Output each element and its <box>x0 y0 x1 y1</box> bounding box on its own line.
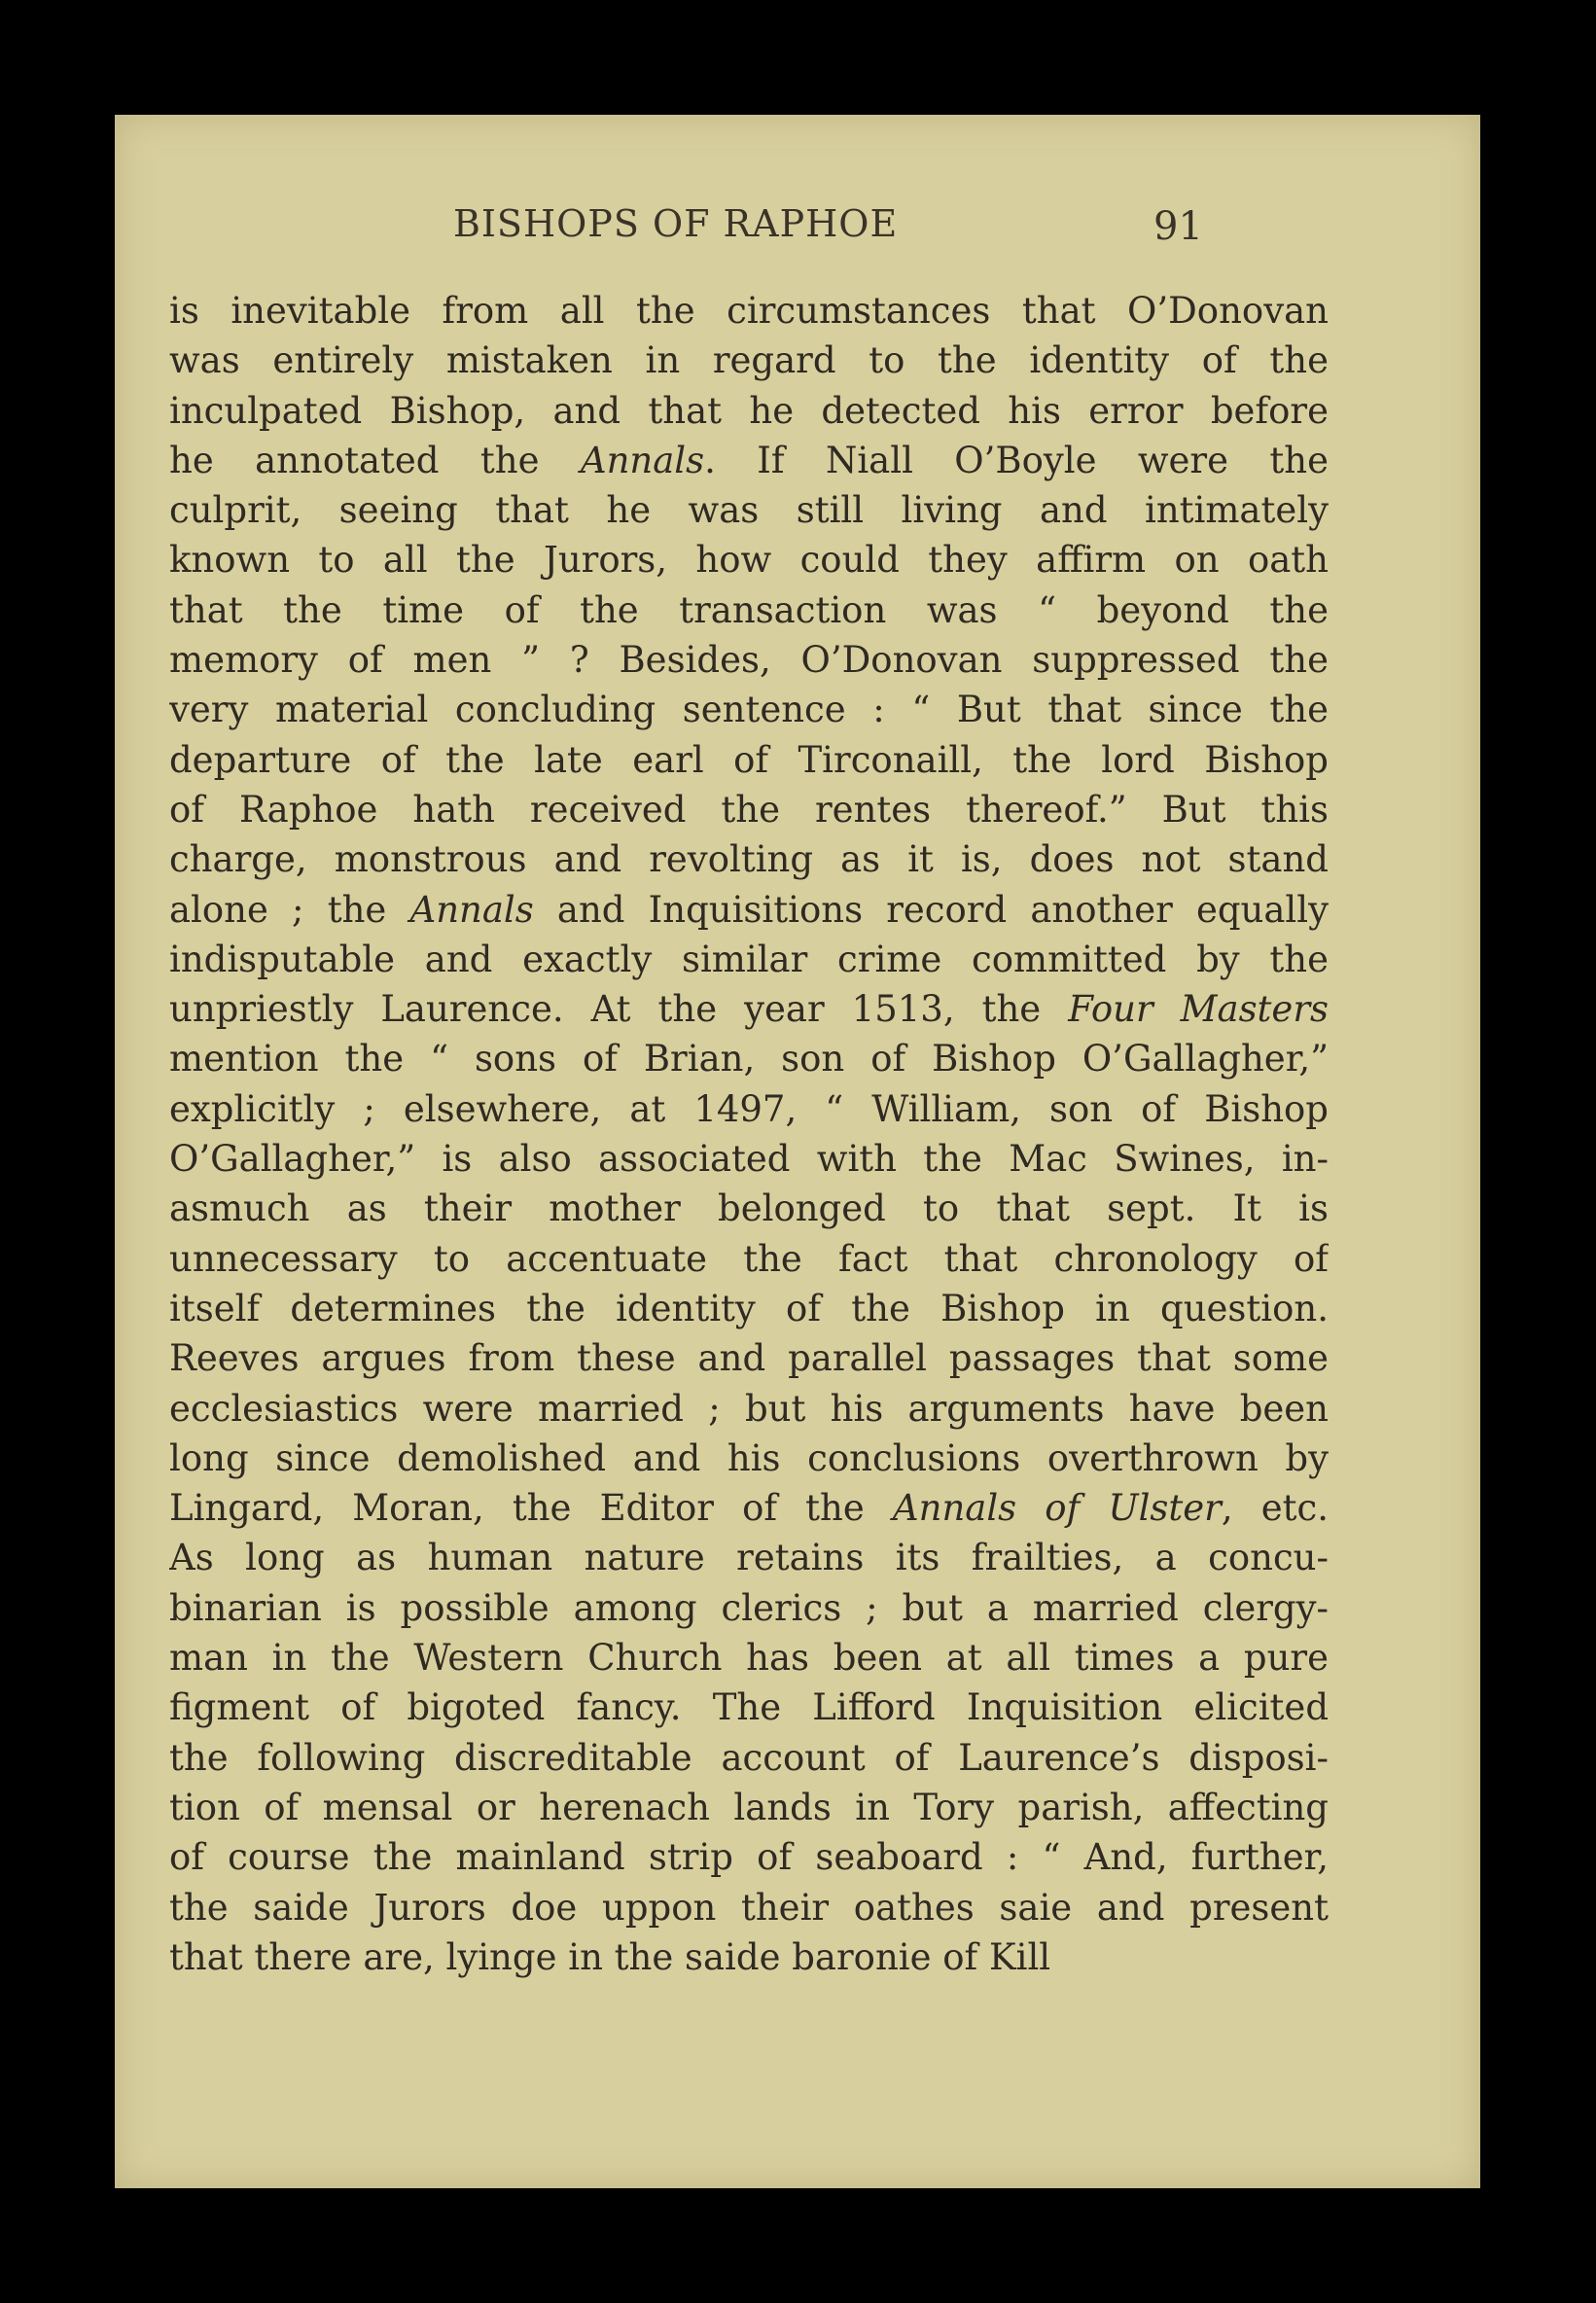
text-line: the following discreditable account of Laurence’s disposi- <box>169 1736 1329 1779</box>
text-line: binarian is possible among clerics ; but a married clergy- <box>169 1586 1329 1629</box>
text-line: that the time of the transaction was “ beyond the <box>169 588 1329 631</box>
text-line: inculpated Bishop, and that he detected his error before <box>169 389 1329 432</box>
text-line: asmuch as their mother belonged to that sept. It is <box>169 1187 1329 1230</box>
text-line: man in the Western Church has been at all times a pure <box>169 1637 1329 1680</box>
text-line: Reeves argues from these and parallel passages that some <box>169 1337 1329 1380</box>
text-line: known to all the Jurors, how could they affirm on oath <box>169 539 1329 582</box>
text-line: O’Gallagher,” is also associated with the Mac Swines, in- <box>169 1138 1329 1181</box>
text-line: very material concluding sentence : “ But that since the <box>169 689 1329 731</box>
text-line: explicitly ; elsewhere, at 1497, “ William, son of Bishop <box>169 1087 1329 1130</box>
text-line: unpriestly Laurence. At the year 1513, the Four Masters <box>169 988 1329 1031</box>
text-line: ecclesiastics were married ; but his arguments have been <box>169 1387 1329 1430</box>
text-line: itself determines the identity of the Bishop in question. <box>169 1287 1329 1329</box>
text-line: long since demolished and his conclusions overthrown by <box>169 1436 1329 1479</box>
text-line: was entirely mistaken in regard to the identity of the <box>169 339 1329 382</box>
text-line: is inevitable from all the circumstances that O’Donovan <box>169 290 1329 332</box>
text-line: tion of mensal or herenach lands in Tory parish, affecting <box>169 1786 1329 1828</box>
page-number: 91 <box>1153 204 1203 249</box>
text-line: indisputable and exactly similar crime committed by the <box>169 938 1329 980</box>
text-line: mention the “ sons of Brian, son of Bishop O’Gallagher,” <box>169 1038 1329 1081</box>
text-line: he annotated the Annals. If Niall O’Boyle were the <box>169 439 1329 481</box>
text-line: of course the mainland strip of seaboard : “ And, further, <box>169 1836 1329 1879</box>
book-page <box>115 115 1480 2188</box>
text-line: the saide Jurors doe uppon their oathes saie and present <box>169 1886 1329 1929</box>
body-text <box>169 286 1329 1982</box>
text-line: unnecessary to accentuate the fact that chronology of <box>169 1237 1329 1280</box>
text-line: figment of bigoted fancy. The Lifford Inquisition elicited <box>169 1686 1329 1729</box>
text-line: culprit, seeing that he was still living and intimately <box>169 489 1329 532</box>
page-header <box>115 202 1480 261</box>
running-head: BISHOPS OF RAPHOE <box>453 202 899 245</box>
text-line: charge, monstrous and revolting as it is, does not stand <box>169 838 1329 881</box>
text-line: memory of men ” ? Besides, O’Donovan suppressed the <box>169 639 1329 682</box>
text-line: alone ; the Annals and Inquisitions record another equally <box>169 888 1329 931</box>
text-line: Lingard, Moran, the Editor of the Annals of Ulster, etc. <box>169 1487 1329 1530</box>
text-line: As long as human nature retains its frailties, a concu- <box>169 1537 1329 1579</box>
text-line: departure of the late earl of Tirconaill, the lord Bishop <box>169 738 1329 781</box>
text-line: that there are, lyinge in the saide baronie of Kill <box>169 1935 1051 1978</box>
text-line: of Raphoe hath received the rentes thereof.” But this <box>169 788 1329 831</box>
